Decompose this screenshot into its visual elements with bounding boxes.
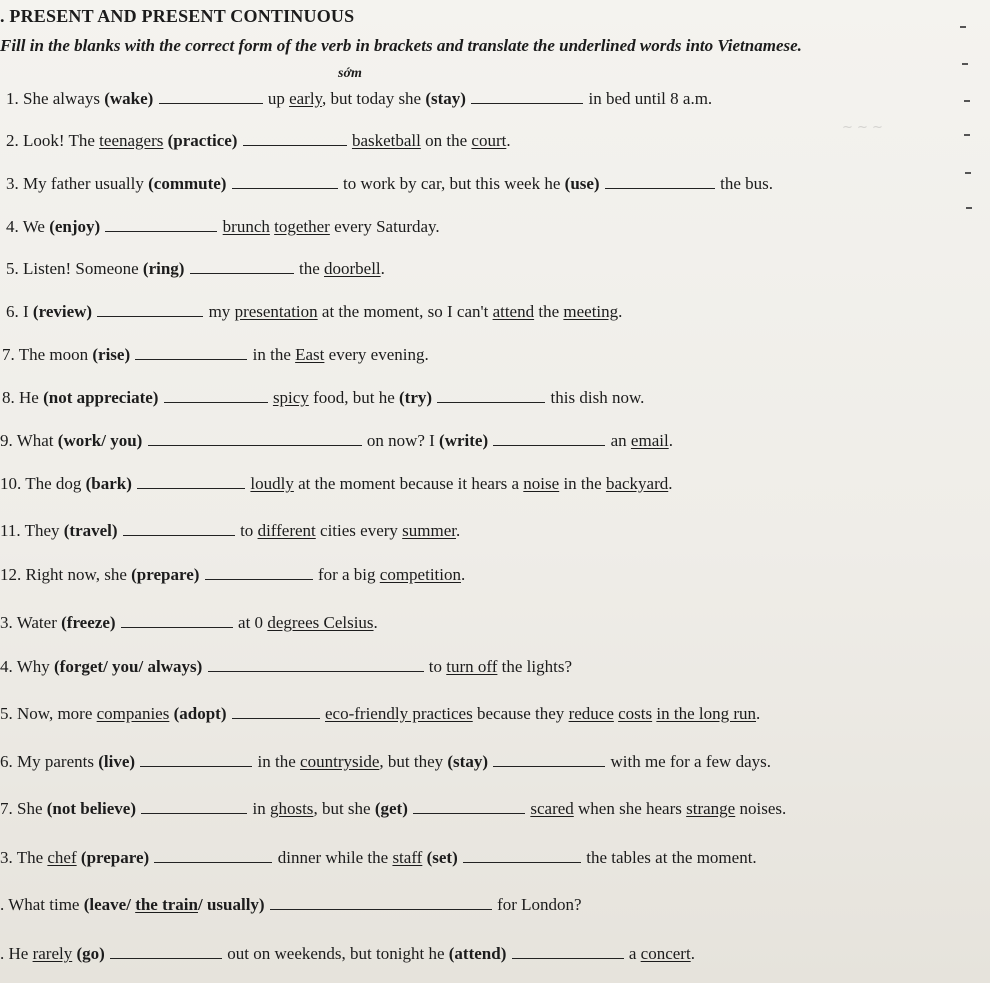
underlined-word: East <box>295 345 325 364</box>
question-number: 4. <box>0 657 13 676</box>
question-text: Water <box>16 613 57 632</box>
verb-prompt: (forget/ you/ always) <box>54 657 203 676</box>
answer-blank[interactable] <box>140 750 252 767</box>
question-number: 11. <box>0 521 21 540</box>
question-text: the <box>298 259 320 278</box>
question-text: to work by car, but this week he <box>342 174 561 193</box>
margin-mark <box>965 172 971 174</box>
answer-blank[interactable] <box>232 702 320 719</box>
verb-prompt: (go) <box>76 944 105 963</box>
answer-blank[interactable] <box>154 846 272 863</box>
underlined-word: staff <box>392 848 423 867</box>
underlined-word: spicy <box>272 388 309 407</box>
question-text: . <box>380 259 385 278</box>
underlined-word: rarely <box>32 944 73 963</box>
question-text: . <box>668 431 673 450</box>
question-text: on now? I <box>366 431 435 450</box>
answer-blank[interactable] <box>232 172 338 189</box>
verb-prompt: (enjoy) <box>49 217 101 236</box>
question-text: on the <box>425 131 468 150</box>
question-text: at 0 <box>238 613 264 632</box>
answer-blank[interactable] <box>110 942 222 959</box>
question-number: 1. <box>6 89 19 108</box>
question-text: the <box>538 302 560 321</box>
verb-prompt: (not appreciate) <box>43 388 159 407</box>
question-text: . <box>461 565 466 584</box>
verb-prompt: (stay) <box>425 89 466 108</box>
question-19 <box>0 893 582 916</box>
answer-blank[interactable] <box>105 215 217 232</box>
underlined-word: early <box>289 89 322 108</box>
answer-blank[interactable] <box>135 343 247 360</box>
answer-blank[interactable] <box>137 472 245 489</box>
underlined-word: the train <box>135 895 198 914</box>
question-number: 5. <box>6 259 19 278</box>
question-11 <box>0 519 460 542</box>
question-text: My father usually <box>23 174 144 193</box>
verb-prompt: (commute) <box>148 174 227 193</box>
question-text: to <box>240 521 254 540</box>
question-text: Look! The <box>23 131 95 150</box>
underlined-word: costs <box>618 704 653 723</box>
question-text: , but today she <box>321 89 422 108</box>
verb-prompt: (bark) <box>85 474 132 493</box>
underlined-word: reduce <box>568 704 614 723</box>
instructions: Fill in the blanks with the correct form of the verb in brackets and translate the underlined words into Vietnamese. <box>0 36 802 55</box>
question-9 <box>0 429 673 452</box>
verb-prompt: (freeze) <box>61 613 116 632</box>
underlined-word: chef <box>47 848 77 867</box>
answer-blank[interactable] <box>471 87 583 104</box>
question-text: . <box>456 521 461 540</box>
answer-blank[interactable] <box>413 797 525 814</box>
underlined-word: teenagers <box>99 131 164 150</box>
question-text: He <box>19 388 39 407</box>
answer-blank[interactable] <box>208 655 424 672</box>
underlined-word: different <box>257 521 316 540</box>
question-number: 7. <box>2 345 15 364</box>
question-18 <box>0 846 757 869</box>
question-number: 10. <box>0 474 22 493</box>
answer-blank[interactable] <box>463 846 581 863</box>
underlined-word: basketball <box>351 131 421 150</box>
margin-mark <box>962 63 968 65</box>
question-text: The <box>16 848 44 867</box>
underlined-word: companies <box>96 704 170 723</box>
question-text: They <box>24 521 60 540</box>
verb-prompt: (practice) <box>167 131 238 150</box>
underlined-word: eco-friendly practices <box>325 704 473 723</box>
answer-blank[interactable] <box>493 429 605 446</box>
verb-prompt: (rise) <box>92 345 131 364</box>
verb-prompt: (stay) <box>447 752 488 771</box>
underlined-word: attend <box>492 302 535 321</box>
question-7 <box>2 343 429 366</box>
question-1 <box>6 87 712 110</box>
verb-prompt: (not believe) <box>46 799 136 818</box>
question-text: because they <box>476 704 565 723</box>
question-text: the bus. <box>720 174 773 193</box>
question-text: The dog <box>25 474 82 493</box>
underlined-word: degrees Celsius <box>267 613 374 632</box>
underlined-word: meeting <box>563 302 619 321</box>
question-number: 5. <box>0 704 13 723</box>
underlined-word: in the long run <box>656 704 757 723</box>
answer-blank[interactable] <box>159 87 263 104</box>
question-number: 2. <box>6 131 19 150</box>
verb-prompt: (try) <box>399 388 433 407</box>
question-number: 3. <box>6 174 19 193</box>
question-number: 3. <box>0 848 13 867</box>
verb-prompt: (wake) <box>104 89 154 108</box>
answer-blank[interactable] <box>437 386 545 403</box>
question-15 <box>0 702 760 725</box>
question-text: . <box>506 131 511 150</box>
question-number: . <box>0 895 5 914</box>
question-text: Right now, she <box>25 565 127 584</box>
verb-prompt: (set) <box>426 848 458 867</box>
question-text: in the <box>563 474 602 493</box>
question-14 <box>0 655 572 678</box>
underlined-word: scared <box>530 799 574 818</box>
underlined-word: countryside <box>300 752 380 771</box>
handwritten-note: sớm <box>338 66 362 81</box>
question-text: Listen! Someone <box>23 259 139 278</box>
question-text: every evening. <box>328 345 429 364</box>
answer-blank[interactable] <box>205 563 313 580</box>
margin-mark <box>960 26 966 28</box>
question-number: 9. <box>0 431 13 450</box>
question-text: when she hears <box>578 799 682 818</box>
question-text: dinner while the <box>277 848 389 867</box>
verb-prompt: (prepare) <box>80 848 150 867</box>
verb-prompt: (attend) <box>448 944 507 963</box>
question-text: a <box>628 944 637 963</box>
question-text: , but she <box>313 799 371 818</box>
question-4 <box>6 215 440 238</box>
question-text: My parents <box>17 752 94 771</box>
question-5 <box>6 257 385 280</box>
underlined-word: noise <box>523 474 560 493</box>
question-text: at the moment because it hears a <box>298 474 520 493</box>
verb-prompt: (work/ you) <box>57 431 143 450</box>
verb-prompt: (leave/ <box>83 895 131 914</box>
question-8 <box>2 386 644 409</box>
question-20 <box>0 942 695 965</box>
underlined-word: doorbell <box>324 259 381 278</box>
question-13 <box>0 611 378 634</box>
answer-blank[interactable] <box>123 519 235 536</box>
question-6 <box>6 300 622 323</box>
question-text: an <box>610 431 627 450</box>
underlined-word: presentation <box>234 302 318 321</box>
question-text: this dish now. <box>550 388 645 407</box>
question-text: the tables at the moment. <box>586 848 757 867</box>
underlined-word: competition <box>379 565 461 584</box>
question-text: . <box>373 613 378 632</box>
answer-blank[interactable] <box>97 300 203 317</box>
question-text: with me for a few days. <box>610 752 771 771</box>
verb-prompt: (use) <box>564 174 600 193</box>
underlined-word: summer <box>402 521 457 540</box>
question-number: 7. <box>0 799 13 818</box>
verb-prompt: (adopt) <box>173 704 227 723</box>
question-text: in the <box>252 345 291 364</box>
question-12 <box>0 563 465 586</box>
question-2 <box>6 129 511 152</box>
question-3 <box>6 172 773 195</box>
question-text: I <box>23 302 29 321</box>
question-number: . <box>0 944 5 963</box>
answer-blank[interactable] <box>270 893 492 910</box>
answer-blank[interactable] <box>605 172 715 189</box>
answer-blank[interactable] <box>148 429 362 446</box>
underlined-word: together <box>274 217 330 236</box>
verb-prompt: (ring) <box>142 259 185 278</box>
question-text: to <box>428 657 442 676</box>
question-text: What <box>16 431 54 450</box>
question-text: . <box>668 474 673 493</box>
question-text: out on weekends, but tonight he <box>227 944 445 963</box>
question-text: . <box>690 944 695 963</box>
margin-mark <box>966 207 972 209</box>
question-10 <box>0 472 673 495</box>
margin-mark <box>964 134 970 136</box>
question-text: Why <box>16 657 50 676</box>
question-text: , but they <box>379 752 444 771</box>
underlined-word: backyard <box>605 474 669 493</box>
underlined-word: brunch <box>222 217 270 236</box>
question-text: in the <box>257 752 296 771</box>
answer-blank[interactable] <box>141 797 247 814</box>
question-text: every Saturday. <box>334 217 440 236</box>
underlined-word: loudly <box>250 474 294 493</box>
answer-blank[interactable] <box>243 129 347 146</box>
question-text: We <box>22 217 45 236</box>
question-text: up <box>267 89 285 108</box>
question-text: What time <box>8 895 80 914</box>
question-text: . <box>618 302 623 321</box>
question-text: in bed until 8 a.m. <box>588 89 713 108</box>
question-text: . <box>756 704 761 723</box>
margin-mark <box>964 100 970 102</box>
verb-prompt: (live) <box>98 752 136 771</box>
verb-prompt: (review) <box>32 302 93 321</box>
verb-prompt: (write) <box>439 431 489 450</box>
answer-blank[interactable] <box>164 386 268 403</box>
page-title: . PRESENT AND PRESENT CONTINUOUS <box>0 6 355 26</box>
question-17 <box>0 797 786 820</box>
verb-prompt: (prepare) <box>131 565 200 584</box>
answer-blank[interactable] <box>121 611 233 628</box>
question-number: 12. <box>0 565 22 584</box>
question-text: She <box>17 799 43 818</box>
underlined-word: strange <box>686 799 736 818</box>
question-text: cities every <box>320 521 398 540</box>
answer-blank[interactable] <box>493 750 605 767</box>
question-text: in <box>252 799 266 818</box>
question-text: Now, more <box>17 704 93 723</box>
question-number: 8. <box>2 388 15 407</box>
underlined-word: concert <box>640 944 691 963</box>
answer-blank[interactable] <box>512 942 624 959</box>
question-number: 6. <box>0 752 13 771</box>
question-number: 4. <box>6 217 19 236</box>
question-text: at the moment, so I can't <box>321 302 489 321</box>
underlined-word: email <box>630 431 669 450</box>
question-text: for London? <box>497 895 582 914</box>
question-text: noises. <box>739 799 787 818</box>
question-number: 3. <box>0 613 13 632</box>
verb-prompt: (travel) <box>63 521 118 540</box>
verb-prompt: / usually) <box>197 895 265 914</box>
question-16 <box>0 750 771 773</box>
underlined-word: turn off <box>446 657 498 676</box>
question-text: She always <box>23 89 100 108</box>
question-text: the lights? <box>501 657 573 676</box>
question-text: food, but he <box>313 388 395 407</box>
underlined-word: court <box>471 131 507 150</box>
question-number: 6. <box>6 302 19 321</box>
question-text: my <box>208 302 231 321</box>
verb-prompt: (get) <box>374 799 408 818</box>
answer-blank[interactable] <box>190 257 294 274</box>
question-text: The moon <box>18 345 89 364</box>
bleed-through-text: ~ ~ ~ <box>842 120 883 135</box>
question-text: for a big <box>317 565 376 584</box>
question-text: He <box>8 944 29 963</box>
underlined-word: ghosts <box>269 799 314 818</box>
